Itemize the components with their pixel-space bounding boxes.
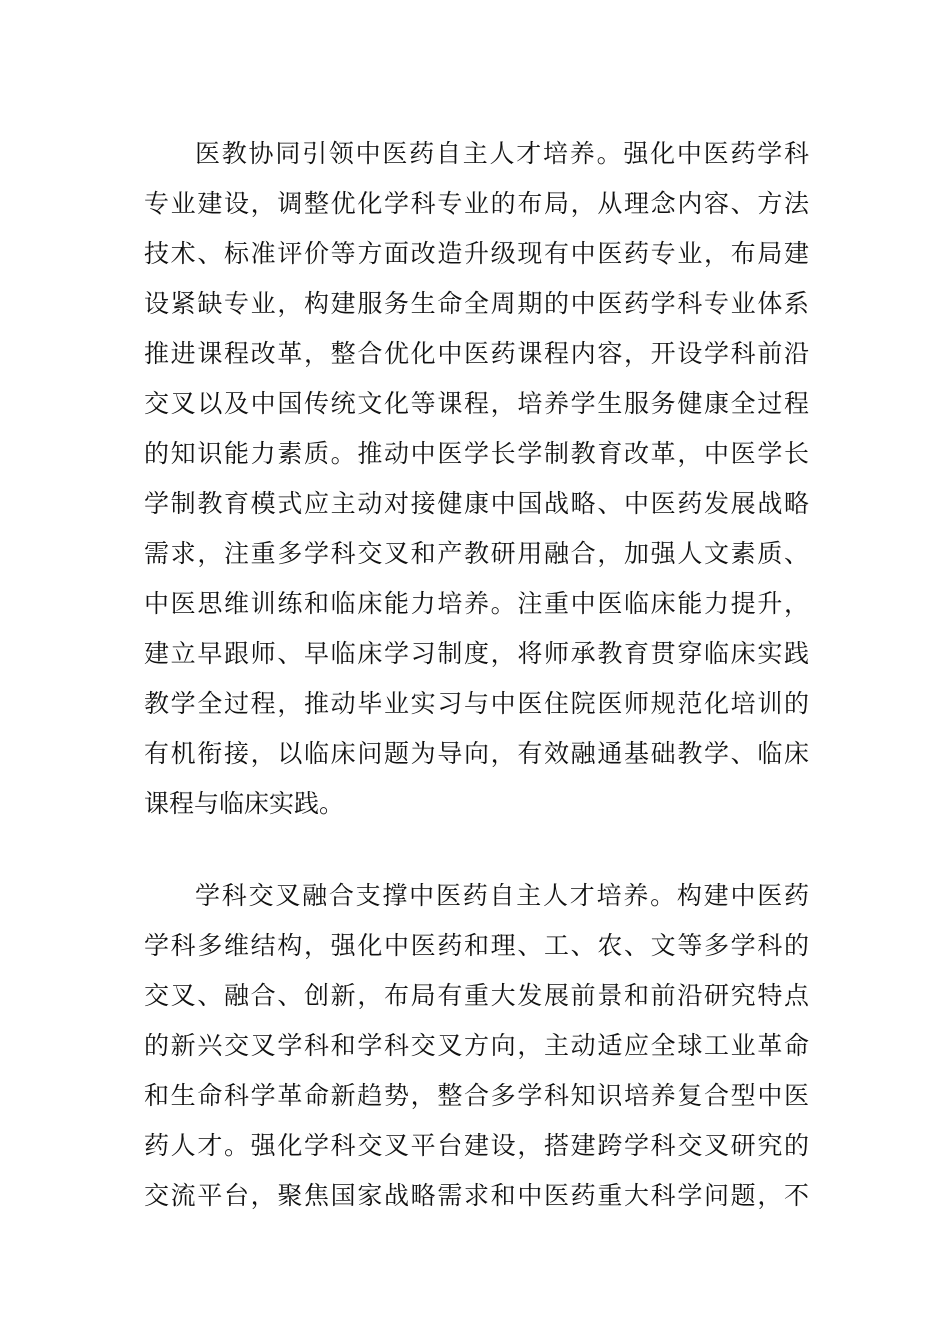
paragraph-line: 教学全过程，推动毕业实习与中医住院医师规范化培训的 bbox=[144, 689, 809, 718]
paragraph-line: 和生命科学革命新趋势，整合多学科知识培养复合型中医 bbox=[144, 1081, 809, 1110]
paragraph-line: 学制教育模式应主动对接健康中国战略、中医药发展战略 bbox=[144, 489, 809, 518]
paragraph-line: 技术、标准评价等方面改造升级现有中医药专业，布局建 bbox=[144, 239, 809, 268]
paragraph-line: 的知识能力素质。推动中医学长学制教育改革，中医学长 bbox=[144, 439, 809, 468]
paragraph-line: 课程与临床实践。 bbox=[144, 789, 345, 818]
paragraph-interdisciplinary-integration bbox=[144, 871, 809, 1221]
paragraph-line: 药人才。强化学科交叉平台建设，搭建跨学科交叉研究的 bbox=[144, 1131, 809, 1160]
paragraph-medical-education-collaboration bbox=[144, 129, 809, 829]
paragraph-line: 交叉、融合、创新，布局有重大发展前景和前沿研究特点 bbox=[144, 981, 809, 1010]
paragraph-line: 推进课程改革，整合优化中医药课程内容，开设学科前沿 bbox=[144, 339, 809, 368]
paragraph-line: 交流平台，聚焦国家战略需求和中医药重大科学问题，不 bbox=[144, 1181, 809, 1210]
paragraph-line: 需求，注重多学科交叉和产教研用融合，加强人文素质、 bbox=[144, 539, 809, 568]
paragraph-line: 中医思维训练和临床能力培养。注重中医临床能力提升， bbox=[144, 589, 809, 618]
paragraph-line: 的新兴交叉学科和学科交叉方向，主动适应全球工业革命 bbox=[144, 1031, 809, 1060]
paragraph-line: 设紧缺专业，构建服务生命全周期的中医药学科专业体系 bbox=[144, 289, 809, 318]
paragraph-line: 医教协同引领中医药自主人才培养。强化中医药学科 bbox=[195, 139, 809, 168]
paragraph-line: 有机衔接，以临床问题为导向，有效融通基础教学、临床 bbox=[144, 739, 809, 768]
paragraph-line: 学科交叉融合支撑中医药自主人才培养。构建中医药 bbox=[195, 881, 809, 910]
paragraph-line: 学科多维结构，强化中医药和理、工、农、文等多学科的 bbox=[144, 931, 809, 960]
paragraph-line: 交叉以及中国传统文化等课程，培养学生服务健康全过程 bbox=[144, 389, 809, 418]
paragraph-line: 建立早跟师、早临床学习制度，将师承教育贯穿临床实践 bbox=[144, 639, 809, 668]
paragraph-line: 专业建设，调整优化学科专业的布局，从理念内容、方法 bbox=[144, 189, 809, 218]
